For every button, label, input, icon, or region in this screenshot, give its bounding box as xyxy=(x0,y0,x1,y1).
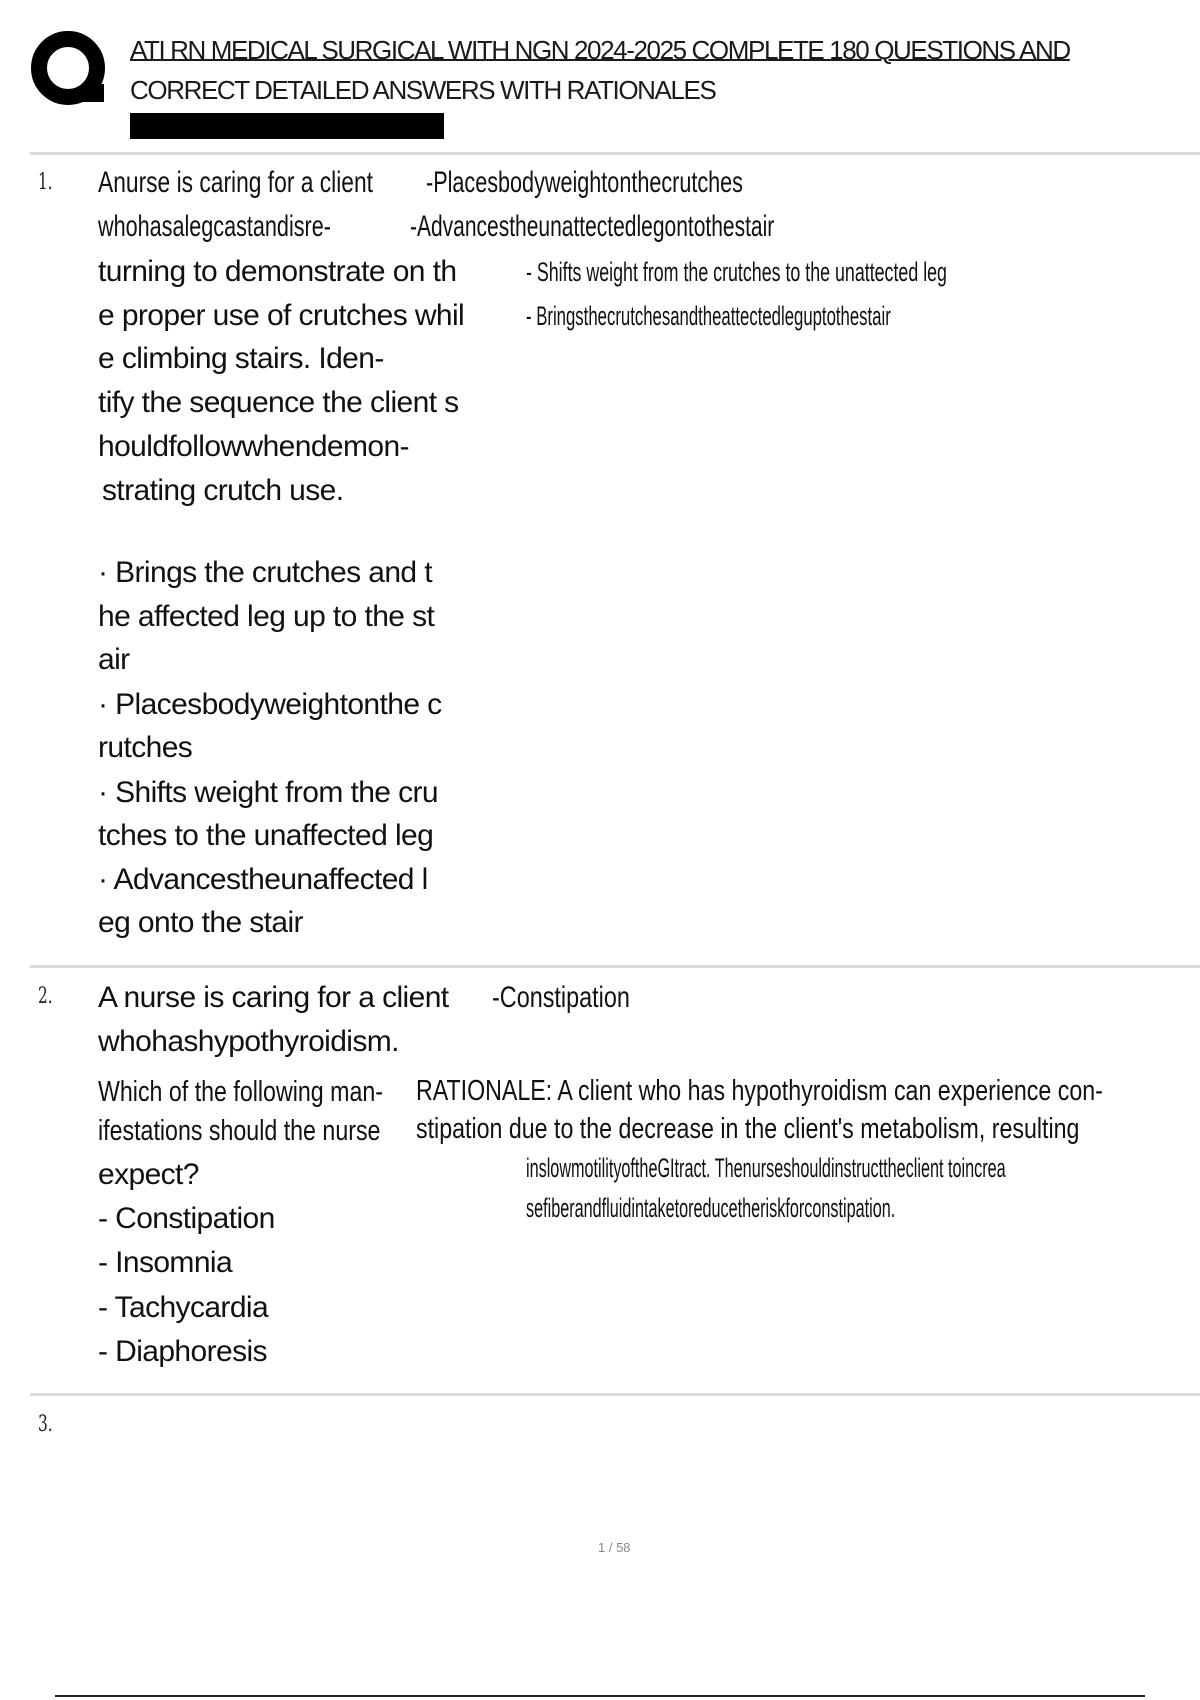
redaction-bar xyxy=(130,113,444,139)
option-line: · Shifts weight from the cru xyxy=(98,776,438,809)
option-line: · Brings the crutches and t xyxy=(98,556,432,589)
divider xyxy=(30,152,1200,155)
question-line: e proper use of crutches whil xyxy=(98,299,465,332)
question-line: whohashypothyroidism. xyxy=(98,1025,399,1058)
title-line-1: ATI RN MEDICAL SURGICAL WITH NGN 2024-2025 COMPLETE 180 QUESTIONS AND xyxy=(130,35,1070,65)
rationale-line: sefiberandfluidintaketoreducetheriskforconstipation. xyxy=(526,1193,896,1223)
option-line: - Diaphoresis xyxy=(98,1335,267,1368)
option-line: eg onto the stair xyxy=(98,906,303,939)
bottom-divider xyxy=(55,1695,1145,1697)
option-line: · Placesbodyweightonthe c xyxy=(98,688,442,721)
divider xyxy=(30,1393,1200,1396)
question-line: turning to demonstrate on th xyxy=(98,255,457,288)
question-number: 2. xyxy=(38,984,53,1009)
option-line: rutches xyxy=(98,731,193,764)
option-line: - Tachycardia xyxy=(98,1291,269,1324)
rationale-line: inslowmotilityoftheGItract. Thenurseshouldinstructtheclient toincrea xyxy=(526,1153,1006,1183)
answer-line: -Constipation xyxy=(492,981,630,1014)
question-line: ifestations should the nurse xyxy=(98,1115,381,1147)
option-line: · Advancestheunaffected l xyxy=(98,863,428,896)
question-number: 3. xyxy=(38,1412,53,1437)
document-title xyxy=(130,30,1170,110)
question-line: A nurse is caring for a client xyxy=(98,981,449,1014)
page-number: 1 / 58 xyxy=(598,1540,631,1555)
option-line: he affected leg up to the st xyxy=(98,600,435,633)
answer-line: -Placesbodyweightonthecrutches xyxy=(426,166,743,199)
answer-line: - Bringsthecrutchesandtheattectedleguptothestair xyxy=(526,301,891,331)
question-line: Which of the following man- xyxy=(98,1076,383,1108)
question-line: expect? xyxy=(98,1158,199,1191)
answer-line: - Shifts weight from the crutches to the unattected leg xyxy=(526,257,947,287)
question-line: e climbing stairs. Iden- xyxy=(98,342,384,375)
question-number: 1. xyxy=(38,170,53,195)
question-line: whohasalegcastandisre- xyxy=(98,210,331,243)
option-line: air xyxy=(98,643,130,676)
question-line: houldfollowwhendemon- xyxy=(98,430,409,463)
option-line: - Insomnia xyxy=(98,1246,233,1279)
option-line: tches to the unaffected leg xyxy=(98,819,434,852)
title-line-2: CORRECT DETAILED ANSWERS WITH RATIONALES xyxy=(130,75,716,105)
option-line: - Constipation xyxy=(98,1202,275,1235)
question-line: strating crutch use. xyxy=(102,474,344,507)
divider xyxy=(30,965,1200,968)
rationale-line: RATIONALE: A client who has hypothyroidism can experience con- xyxy=(416,1075,1103,1107)
answer-line: -Advancestheunattectedlegontothestair xyxy=(410,210,775,243)
question-line: tify the sequence the client s xyxy=(98,386,459,419)
logo-icon xyxy=(30,28,110,110)
question-line: Anurse is caring for a client xyxy=(98,166,374,199)
rationale-line: stipation due to the decrease in the client's metabolism, resulting xyxy=(416,1113,1080,1145)
